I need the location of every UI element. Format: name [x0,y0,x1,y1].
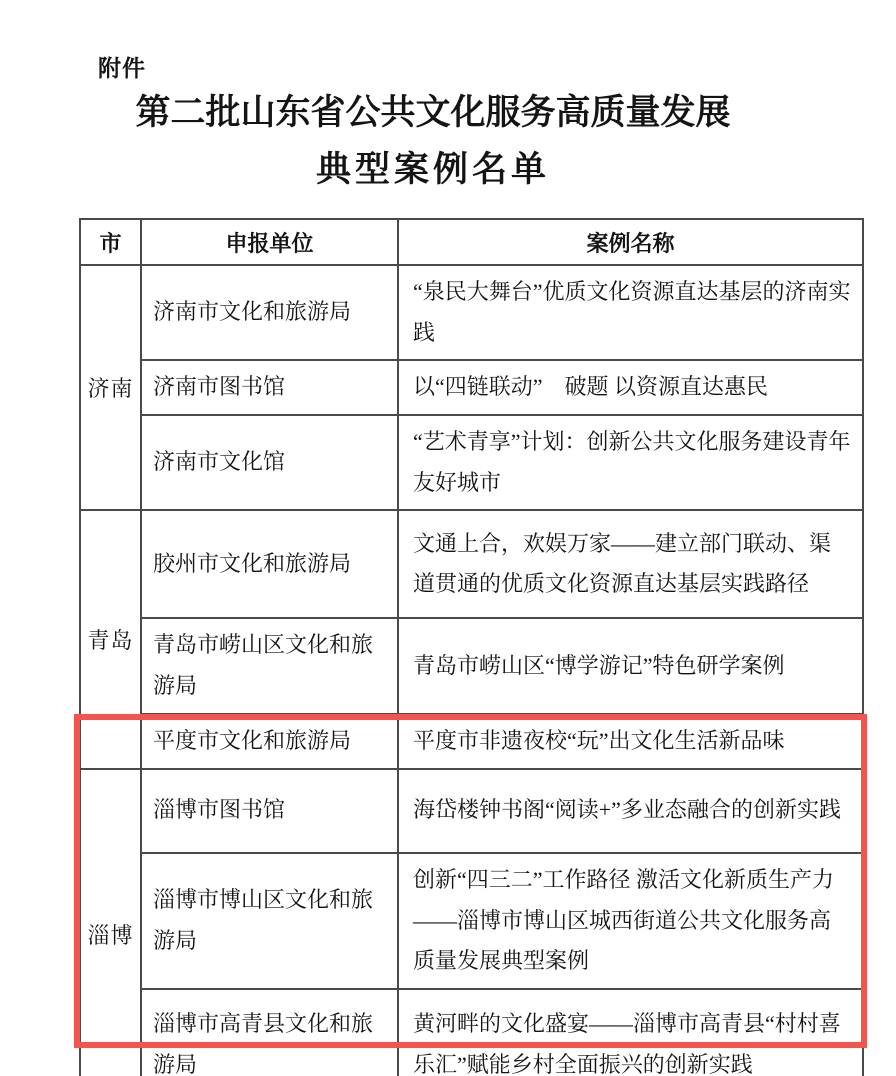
unit-cell: 青岛市崂山区文化和旅游局 [141,618,398,713]
case-cell: 文通上合，欢娱万家——建立部门联动、渠道贯通的优质文化资源直达基层实践路径 [398,510,863,618]
case-cell: 创新“四三二”工作路径 激活文化新质生产力——淄博市博山区城西街道公共文化服务高质量发展典型案例 [398,853,863,989]
unit-cell: 济南市文化和旅游局 [141,265,398,360]
table-row [80,989,863,1076]
unit-cell: 平度市文化和旅游局 [141,714,398,769]
case-cell: “艺术青享”计划：创新公共文化服务建设青年友好城市 [398,415,863,510]
table-row [80,265,863,360]
case-cell: 黄河畔的文化盛宴——淄博市高青县“村村喜乐汇”赋能乡村全面振兴的创新实践 [398,989,863,1076]
city-cell-jinan: 济南 [80,265,141,510]
table-row [80,360,863,415]
unit-cell: 济南市文化馆 [141,415,398,510]
table-row [80,853,863,989]
column-header-city: 市 [80,219,141,265]
unit-cell: 淄博市高青县文化和旅游局 [141,989,398,1076]
table-row [80,618,863,713]
city-cell-qingdao: 青岛 [80,510,141,768]
unit-cell: 淄博市博山区文化和旅游局 [141,853,398,989]
case-cell: “泉民大舞台”优质文化资源直达基层的济南实践 [398,265,863,360]
table-row [80,415,863,510]
table-row [80,510,863,618]
cases-table [79,218,864,1076]
case-cell: 青岛市崂山区“博学游记”特色研学案例 [398,618,863,713]
table-header-row [80,219,863,265]
document-title-line2: 典型案例名单 [315,150,550,189]
attachment-label: 附件 [98,55,146,81]
case-cell: 海岱楼钟书阁“阅读+”多业态融合的创新实践 [398,769,863,853]
unit-cell: 济南市图书馆 [141,360,398,415]
document-title-line1: 第二批山东省公共文化服务高质量发展 [135,93,731,132]
unit-cell: 胶州市文化和旅游局 [141,510,398,618]
unit-cell: 淄博市图书馆 [141,769,398,853]
column-header-case: 案例名称 [398,219,863,265]
case-cell: 平度市非遗夜校“玩”出文化生活新品味 [398,714,863,769]
document-title [0,84,866,198]
table-row [80,714,863,769]
city-cell-zibo: 淄博 [80,769,141,1076]
table-row [80,769,863,853]
case-cell: 以“四链联动” 破题 以资源直达惠民 [398,360,863,415]
column-header-unit: 申报单位 [141,219,398,265]
